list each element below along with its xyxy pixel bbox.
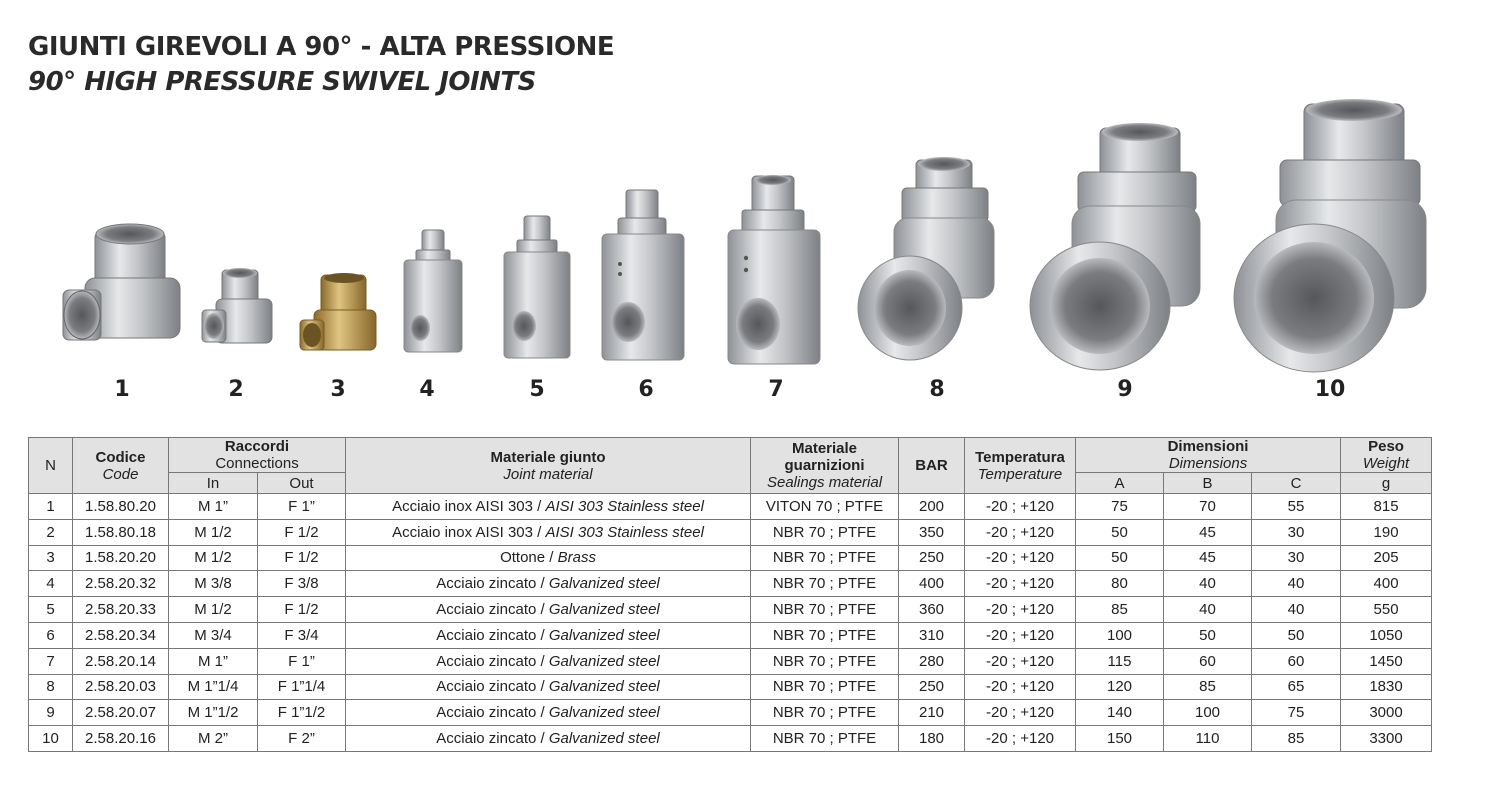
cell-b: 100 <box>1164 700 1252 726</box>
material-english: AISI 303 Stainless steel <box>545 523 704 541</box>
cell-a: 150 <box>1076 726 1164 752</box>
cell-in: M 1” <box>169 494 258 520</box>
cell-c: 60 <box>1252 648 1341 674</box>
product-2-number: 2 <box>228 377 244 402</box>
cell-code: 2.58.20.14 <box>73 648 169 674</box>
product-6-number: 6 <box>638 377 654 402</box>
cell-a: 85 <box>1076 597 1164 623</box>
spec-table <box>28 437 1432 752</box>
cell-code: 2.58.20.32 <box>73 571 169 597</box>
cell-weight: 1830 <box>1341 674 1432 700</box>
cell-b: 40 <box>1164 597 1252 623</box>
material-english: Galvanized steel <box>548 626 660 644</box>
cell-n: 8 <box>29 674 73 700</box>
table-row <box>29 597 1432 623</box>
cell-sealing-material: NBR 70 ; PTFE <box>751 545 899 571</box>
cell-code: 2.58.20.33 <box>73 597 169 623</box>
table-row <box>29 622 1432 648</box>
cell-in: M 1”1/2 <box>169 700 258 726</box>
cell-temperature: -20 ; +120 <box>965 700 1076 726</box>
cell-code: 1.58.80.20 <box>73 494 169 520</box>
product-4-number: 4 <box>419 377 435 402</box>
cell-weight: 1450 <box>1341 648 1432 674</box>
header-dimensions: Dimensioni Dimensions <box>1076 438 1341 473</box>
cell-bar: 310 <box>899 622 965 648</box>
cell-sealing-material: VITON 70 ; PTFE <box>751 494 899 520</box>
header-n: N <box>29 438 73 494</box>
cell-b: 40 <box>1164 571 1252 597</box>
cell-weight: 1050 <box>1341 622 1432 648</box>
material-italian: Acciaio zincato / <box>436 601 549 619</box>
cell-joint-material <box>346 622 751 648</box>
material-english: Brass <box>557 549 596 567</box>
cell-temperature: -20 ; +120 <box>965 545 1076 571</box>
cell-a: 120 <box>1076 674 1164 700</box>
table-row <box>29 700 1432 726</box>
cell-c: 30 <box>1252 519 1341 545</box>
cell-temperature: -20 ; +120 <box>965 494 1076 520</box>
header-weight: Peso Weight <box>1341 438 1432 473</box>
cell-sealing-material: NBR 70 ; PTFE <box>751 700 899 726</box>
cell-b: 85 <box>1164 674 1252 700</box>
header-joint-material: Materiale giunto Joint material <box>346 438 751 494</box>
header-connections: Raccordi Connections <box>169 438 346 473</box>
cell-joint-material <box>346 545 751 571</box>
cell-weight: 205 <box>1341 545 1432 571</box>
product-10-number: 10 <box>1314 377 1346 402</box>
material-italian: Acciaio inox AISI 303 / <box>392 497 546 515</box>
cell-in: M 1/2 <box>169 597 258 623</box>
cell-bar: 350 <box>899 519 965 545</box>
cell-c: 30 <box>1252 545 1341 571</box>
material-italian: Acciaio inox AISI 303 / <box>392 523 546 541</box>
product-images <box>0 90 1490 420</box>
cell-code: 2.58.20.03 <box>73 674 169 700</box>
cell-a: 80 <box>1076 571 1164 597</box>
cell-in: M 1” <box>169 648 258 674</box>
product-8-number: 8 <box>929 377 945 402</box>
cell-in: M 3/4 <box>169 622 258 648</box>
cell-b: 110 <box>1164 726 1252 752</box>
cell-in: M 1”1/4 <box>169 674 258 700</box>
header-a: A <box>1076 473 1164 494</box>
cell-temperature: -20 ; +120 <box>965 571 1076 597</box>
cell-sealing-material: NBR 70 ; PTFE <box>751 622 899 648</box>
cell-bar: 400 <box>899 571 965 597</box>
cell-n: 4 <box>29 571 73 597</box>
header-in: In <box>169 473 258 494</box>
cell-n: 5 <box>29 597 73 623</box>
cell-a: 75 <box>1076 494 1164 520</box>
cell-code: 2.58.20.34 <box>73 622 169 648</box>
cell-a: 50 <box>1076 519 1164 545</box>
header-weight-unit: g <box>1341 473 1432 494</box>
material-english: Galvanized steel <box>548 601 660 619</box>
cell-joint-material <box>346 700 751 726</box>
cell-out: F 3/4 <box>258 622 346 648</box>
cell-a: 50 <box>1076 545 1164 571</box>
table-row <box>29 519 1432 545</box>
cell-joint-material <box>346 519 751 545</box>
cell-n: 2 <box>29 519 73 545</box>
cell-b: 45 <box>1164 519 1252 545</box>
header-code: Codice Code <box>73 438 169 494</box>
table-body <box>29 494 1432 752</box>
cell-code: 1.58.80.18 <box>73 519 169 545</box>
cell-c: 55 <box>1252 494 1341 520</box>
cell-b: 45 <box>1164 545 1252 571</box>
material-english: Galvanized steel <box>548 652 660 670</box>
cell-temperature: -20 ; +120 <box>965 726 1076 752</box>
cell-n: 6 <box>29 622 73 648</box>
material-italian: Acciaio zincato / <box>436 704 549 722</box>
cell-a: 140 <box>1076 700 1164 726</box>
title-english: 90° HIGH PRESSURE SWIVEL JOINTS <box>28 67 536 97</box>
cell-bar: 180 <box>899 726 965 752</box>
material-italian: Acciaio zincato / <box>436 575 549 593</box>
cell-c: 85 <box>1252 726 1341 752</box>
cell-joint-material <box>346 674 751 700</box>
cell-in: M 2” <box>169 726 258 752</box>
table-row <box>29 674 1432 700</box>
cell-temperature: -20 ; +120 <box>965 622 1076 648</box>
header-temperature: Temperatura Temperature <box>965 438 1076 494</box>
material-english: AISI 303 Stainless steel <box>545 497 704 515</box>
table-row <box>29 726 1432 752</box>
header-sealing-material: Materiale guarnizioni Sealings material <box>751 438 899 494</box>
cell-bar: 360 <box>899 597 965 623</box>
cell-sealing-material: NBR 70 ; PTFE <box>751 726 899 752</box>
header-bar: BAR <box>899 438 965 494</box>
cell-out: F 1”1/4 <box>258 674 346 700</box>
cell-sealing-material: NBR 70 ; PTFE <box>751 648 899 674</box>
cell-weight: 815 <box>1341 494 1432 520</box>
title-italian: GIUNTI GIREVOLI A 90° - ALTA PRESSIONE <box>28 32 615 62</box>
product-5-number: 5 <box>529 377 545 402</box>
cell-out: F 2” <box>258 726 346 752</box>
cell-b: 60 <box>1164 648 1252 674</box>
table-row <box>29 648 1432 674</box>
cell-weight: 3000 <box>1341 700 1432 726</box>
cell-out: F 1/2 <box>258 597 346 623</box>
cell-weight: 550 <box>1341 597 1432 623</box>
material-italian: Acciaio zincato / <box>436 626 549 644</box>
material-italian: Acciaio zincato / <box>436 652 549 670</box>
table-row <box>29 545 1432 571</box>
cell-bar: 200 <box>899 494 965 520</box>
product-3-number: 3 <box>330 377 346 402</box>
header-c: C <box>1252 473 1341 494</box>
table-header <box>29 438 1432 494</box>
cell-c: 50 <box>1252 622 1341 648</box>
cell-b: 50 <box>1164 622 1252 648</box>
cell-n: 10 <box>29 726 73 752</box>
cell-weight: 400 <box>1341 571 1432 597</box>
cell-n: 7 <box>29 648 73 674</box>
cell-n: 3 <box>29 545 73 571</box>
cell-out: F 1/2 <box>258 545 346 571</box>
cell-a: 115 <box>1076 648 1164 674</box>
cell-b: 70 <box>1164 494 1252 520</box>
cell-temperature: -20 ; +120 <box>965 519 1076 545</box>
product-9-number: 9 <box>1117 377 1133 402</box>
cell-sealing-material: NBR 70 ; PTFE <box>751 571 899 597</box>
cell-code: 2.58.20.07 <box>73 700 169 726</box>
cell-joint-material <box>346 648 751 674</box>
material-english: Galvanized steel <box>548 704 660 722</box>
header-out: Out <box>258 473 346 494</box>
cell-c: 40 <box>1252 597 1341 623</box>
table-row <box>29 494 1432 520</box>
cell-in: M 3/8 <box>169 571 258 597</box>
cell-out: F 1/2 <box>258 519 346 545</box>
product-1-number: 1 <box>114 377 130 402</box>
cell-sealing-material: NBR 70 ; PTFE <box>751 519 899 545</box>
cell-bar: 210 <box>899 700 965 726</box>
cell-n: 1 <box>29 494 73 520</box>
cell-temperature: -20 ; +120 <box>965 648 1076 674</box>
header-b: B <box>1164 473 1252 494</box>
cell-in: M 1/2 <box>169 545 258 571</box>
cell-code: 1.58.20.20 <box>73 545 169 571</box>
cell-out: F 1” <box>258 494 346 520</box>
cell-joint-material <box>346 597 751 623</box>
cell-bar: 280 <box>899 648 965 674</box>
cell-a: 100 <box>1076 622 1164 648</box>
material-italian: Acciaio zincato / <box>436 730 549 748</box>
material-english: Galvanized steel <box>548 575 660 593</box>
material-english: Galvanized steel <box>548 730 660 748</box>
cell-temperature: -20 ; +120 <box>965 674 1076 700</box>
material-italian: Ottone / <box>500 549 558 567</box>
cell-n: 9 <box>29 700 73 726</box>
cell-sealing-material: NBR 70 ; PTFE <box>751 597 899 623</box>
cell-joint-material <box>346 726 751 752</box>
cell-c: 75 <box>1252 700 1341 726</box>
cell-c: 65 <box>1252 674 1341 700</box>
cell-weight: 190 <box>1341 519 1432 545</box>
material-english: Galvanized steel <box>548 678 660 696</box>
cell-joint-material <box>346 571 751 597</box>
cell-c: 40 <box>1252 571 1341 597</box>
table-row <box>29 571 1432 597</box>
cell-temperature: -20 ; +120 <box>965 597 1076 623</box>
cell-out: F 3/8 <box>258 571 346 597</box>
cell-weight: 3300 <box>1341 726 1432 752</box>
material-italian: Acciaio zincato / <box>436 678 549 696</box>
cell-bar: 250 <box>899 545 965 571</box>
cell-bar: 250 <box>899 674 965 700</box>
cell-code: 2.58.20.16 <box>73 726 169 752</box>
cell-in: M 1/2 <box>169 519 258 545</box>
product-7-number: 7 <box>768 377 784 402</box>
cell-out: F 1” <box>258 648 346 674</box>
cell-joint-material <box>346 494 751 520</box>
cell-out: F 1”1/2 <box>258 700 346 726</box>
cell-sealing-material: NBR 70 ; PTFE <box>751 674 899 700</box>
